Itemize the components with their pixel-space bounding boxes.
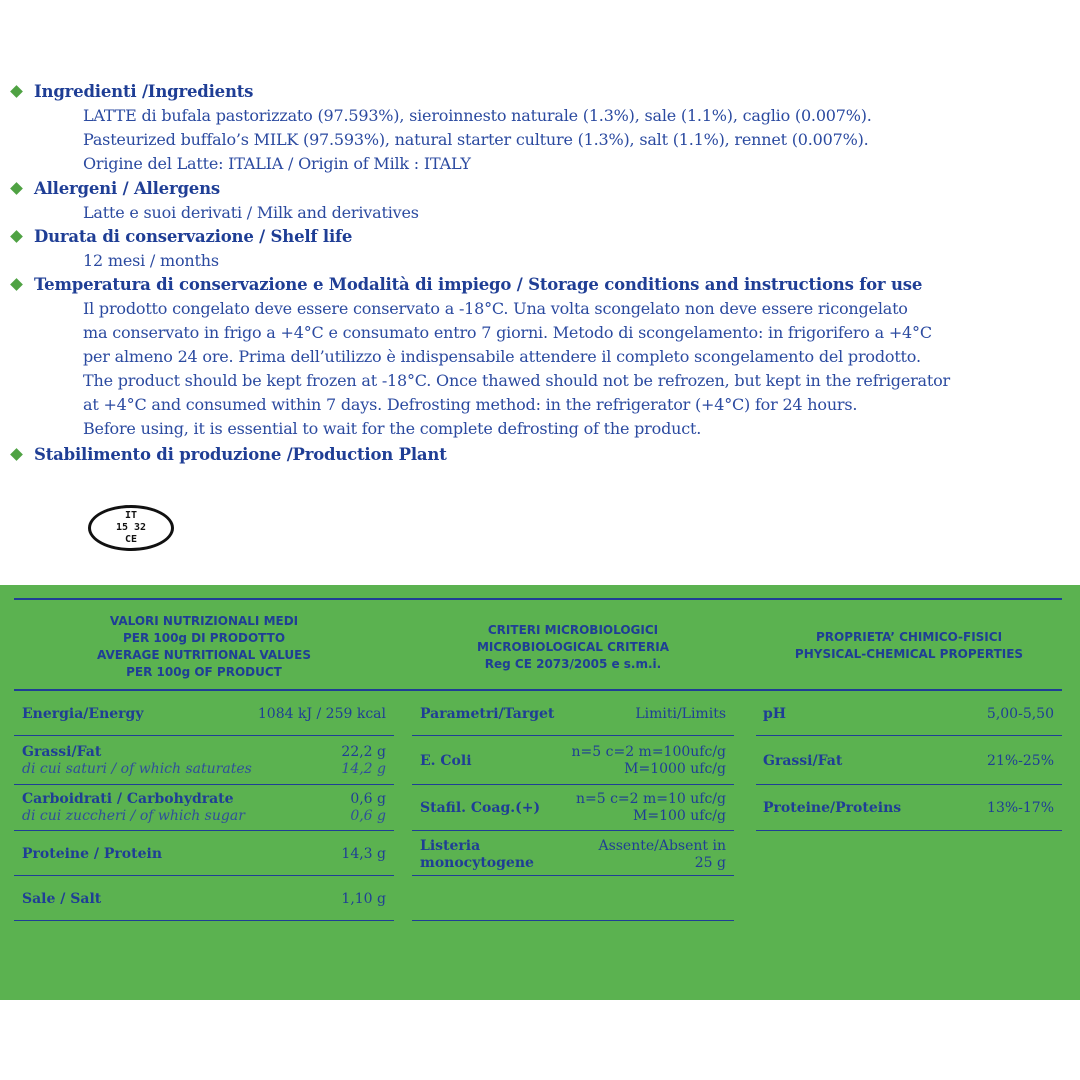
physchem-label: Grassi/Fat — [763, 753, 843, 769]
micro-label: E. Coli — [420, 753, 472, 769]
physchem-value: 21%-25% — [987, 753, 1054, 769]
micro-label: Parametri/Target — [420, 706, 555, 722]
physchem-label: Proteine/Proteins — [763, 800, 902, 816]
ingredients-section — [10, 80, 1070, 173]
storage-heading: Temperatura di conservazione e Modalità di impiego / Storage conditions and instructions for use — [10, 273, 1070, 297]
info-panel — [0, 585, 1080, 1000]
top-rule — [14, 598, 1062, 600]
row-divider — [756, 830, 1062, 831]
diamond-bullet-icon — [10, 278, 23, 291]
shelf-life-section — [10, 225, 1070, 270]
storage-line: ma conservato in frigo a +4°C e consumato entro 7 giorni. Metodo di scongelamento: in frigorifero a +4°C — [83, 323, 932, 342]
row-divider — [412, 830, 734, 831]
header-rule — [14, 689, 1062, 691]
storage-line: Il prodotto congelato deve essere conservato a -18°C. Una volta scongelato non deve essere ricongelato — [83, 299, 908, 318]
row-divider — [412, 735, 734, 736]
plant-section — [10, 443, 1070, 467]
physchem-header: PROPRIETA’ CHIMICO-FISICI PHYSICAL-CHEMICAL PROPERTIES — [794, 630, 1024, 661]
nutrition-header: VALORI NUTRIZIONALI MEDI PER 100g DI PRODOTTO AVERAGE NUTRITIONAL VALUES PER 100g OF PRODUCT — [97, 614, 311, 679]
nutrition-label: Grassi/Fat — [22, 744, 102, 760]
row-divider — [14, 735, 394, 736]
stamp-number: 15 32 — [115, 522, 147, 533]
micro-value: 25 g — [694, 855, 726, 871]
micro-label: monocytogene — [420, 855, 534, 871]
storage-line: at +4°C and consumed within 7 days. Defrosting method: in the refrigerator (+4°C) for 24 hours. — [83, 395, 858, 414]
diamond-bullet-icon — [10, 182, 23, 195]
stamp-country: IT — [124, 510, 138, 521]
nutrition-value: 22,2 g — [341, 744, 386, 760]
diamond-bullet-icon — [10, 230, 23, 243]
micro-value: n=5 c=2 m=100ufc/g — [571, 744, 726, 760]
nutrition-subvalue: 14,2 g — [341, 761, 386, 777]
nutrition-sublabel: di cui saturi / of which saturates — [22, 761, 252, 777]
row-divider — [756, 784, 1062, 785]
row-divider — [14, 784, 394, 785]
storage-line: Before using, it is essential to wait for the complete defrosting of the product. — [83, 419, 702, 438]
micro-header: CRITERI MICROBIOLOGICI MICROBIOLOGICAL CRITERIA Reg CE 2073/2005 e s.m.i. — [476, 623, 669, 671]
micro-value: Assente/Absent in — [598, 838, 726, 854]
ingredients-heading: Ingredienti /Ingredients — [10, 80, 1070, 104]
nutrition-label: Sale / Salt — [22, 891, 102, 907]
allergens-line: Latte e suoi derivati / Milk and derivatives — [83, 203, 419, 222]
micro-label: Stafil. Coag.(+) — [420, 800, 541, 816]
row-divider — [412, 784, 734, 785]
row-divider — [14, 920, 394, 921]
nutrition-sublabel: di cui zuccheri / of which sugar — [22, 808, 245, 824]
diamond-bullet-icon — [10, 85, 23, 98]
row-divider — [14, 875, 394, 876]
nutrition-value: 0,6 g — [350, 791, 386, 807]
allergens-section — [10, 177, 1070, 222]
nutrition-subvalue: 0,6 g — [350, 808, 386, 824]
nutrition-value: 14,3 g — [341, 846, 386, 862]
micro-value: M=1000 ufc/g — [624, 761, 726, 777]
micro-value: n=5 c=2 m=10 ufc/g — [575, 791, 726, 807]
micro-label: Listeria — [420, 838, 481, 854]
health-mark-stamp — [88, 505, 174, 551]
nutrition-label: Proteine / Protein — [22, 846, 162, 862]
nutrition-value: 1,10 g — [341, 891, 386, 907]
shelf-life-line: 12 mesi / months — [83, 251, 219, 270]
ingredients-line-it: LATTE di bufala pastorizzato (97.593%), sieroinnesto naturale (1.3%), sale (1.1%), caglio (0.007%). — [83, 106, 872, 125]
shelf-life-heading: Durata di conservazione / Shelf life — [10, 225, 1070, 249]
nutrition-label: Energia/Energy — [22, 706, 144, 722]
row-divider — [412, 875, 734, 876]
nutrition-value: 1084 kJ / 259 kcal — [257, 706, 386, 722]
physchem-value: 5,00-5,50 — [986, 706, 1054, 722]
row-divider — [756, 735, 1062, 736]
storage-line: The product should be kept frozen at -18°C. Once thawed should not be refrozen, but kept in the refrigerator — [83, 371, 950, 390]
micro-value: Limiti/Limits — [635, 706, 726, 722]
diamond-bullet-icon — [10, 448, 23, 461]
allergens-heading: Allergeni / Allergens — [10, 177, 1070, 201]
storage-section — [10, 273, 1070, 438]
storage-line: per almeno 24 ore. Prima dell’utilizzo è indispensabile attendere il completo scongelamento del prodotto. — [83, 347, 921, 366]
nutrition-label: Carboidrati / Carbohydrate — [22, 791, 234, 807]
physchem-value: 13%-17% — [987, 800, 1054, 816]
stamp-ce: CE — [124, 534, 138, 545]
row-divider — [14, 830, 394, 831]
row-divider — [412, 920, 734, 921]
milk-origin-line: Origine del Latte: ITALIA / Origin of Milk : ITALY — [83, 154, 471, 173]
micro-value: M=100 ufc/g — [633, 808, 726, 824]
physchem-label: pH — [763, 706, 787, 722]
ingredients-line-en: Pasteurized buffalo’s MILK (97.593%), natural starter culture (1.3%), salt (1.1%), rennet (0.007%). — [83, 130, 869, 149]
plant-heading: Stabilimento di produzione /Production Plant — [10, 443, 1070, 467]
